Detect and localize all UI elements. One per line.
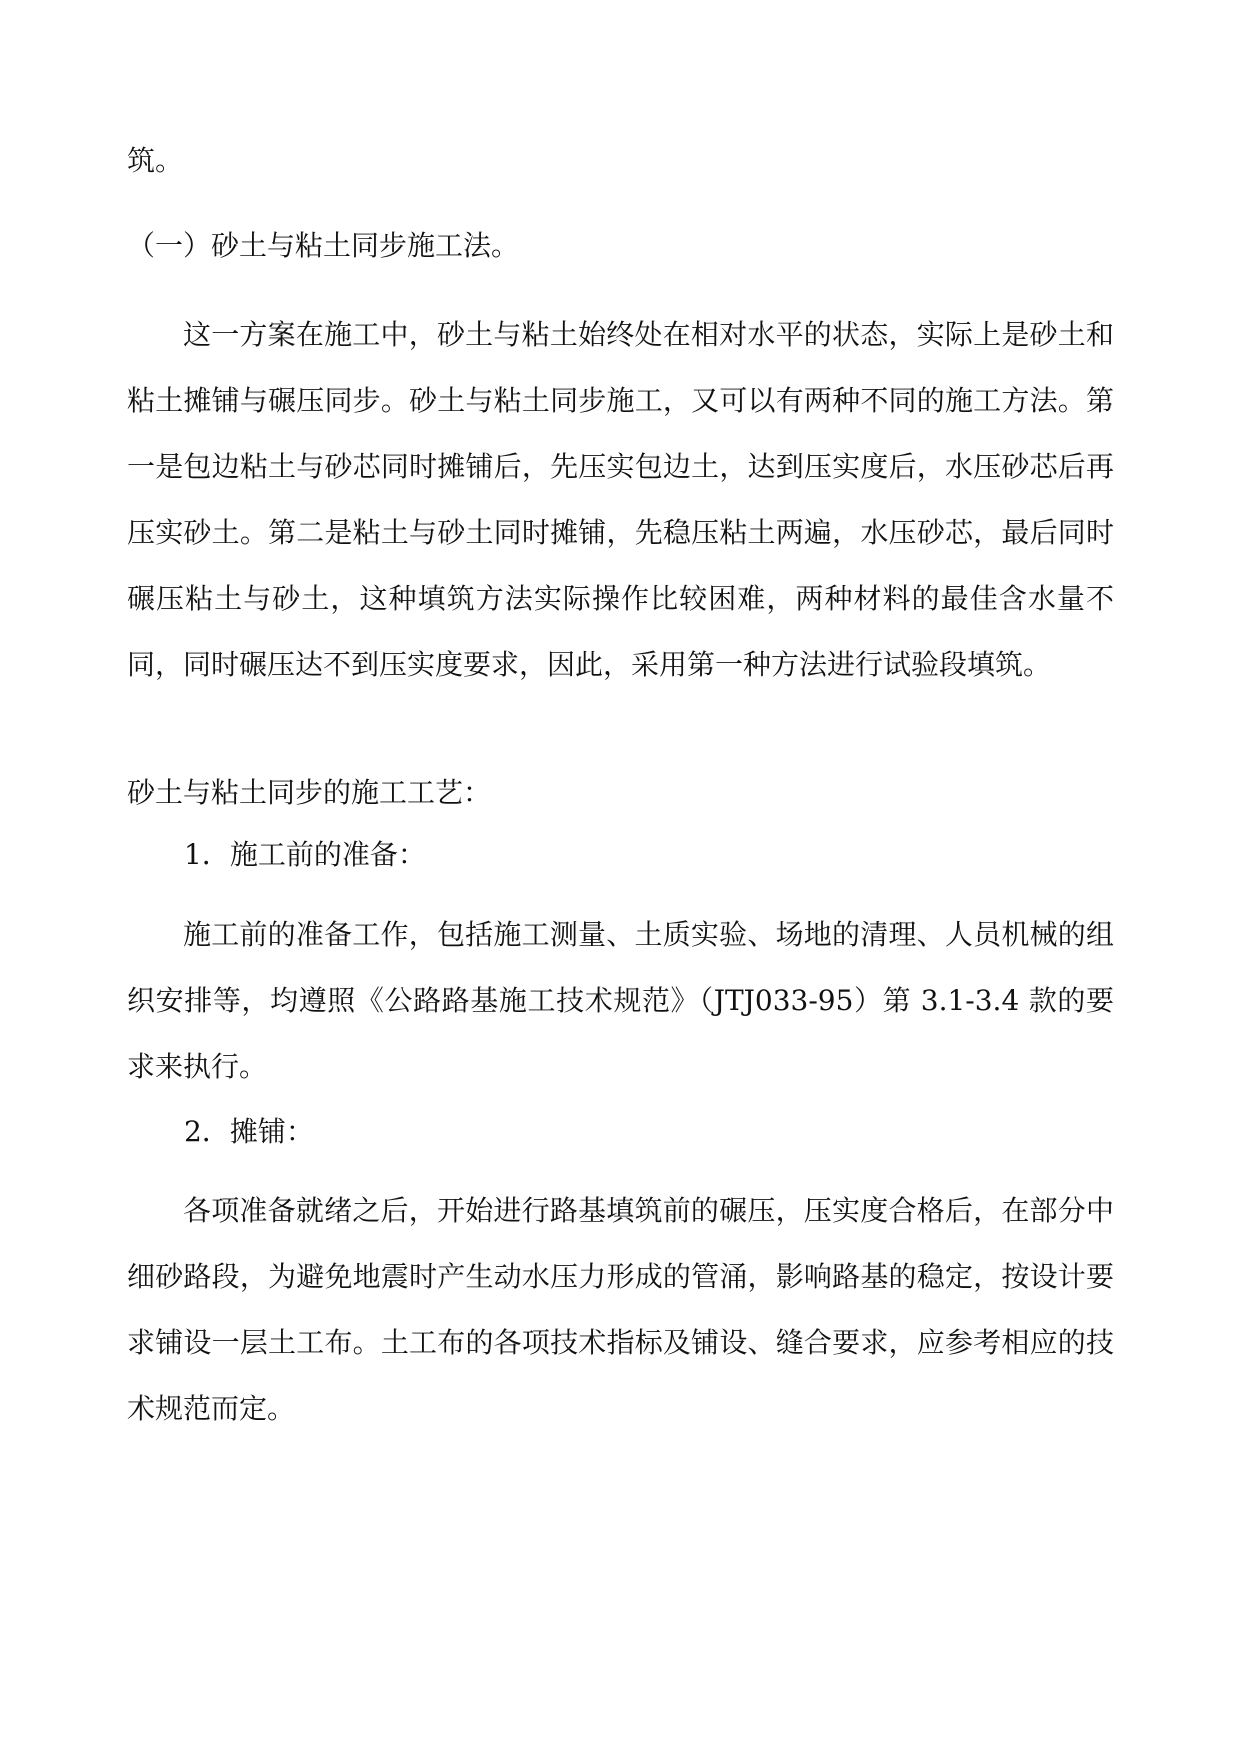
step-1-paragraph: 施工前的准备工作，包括施工测量、土质实验、场地的清理、人员机械的组织安排等，均遵照《公路路基施工技术规范》（JTJ033-95）第 3.1-3.4 款的要求来执行。 [127, 918, 1114, 1083]
step-2-paragraph: 各项准备就绪之后，开始进行路基填筑前的碾压，压实度合格后，在部分中细砂路段，为避免地震时产生动水压力形成的管涌，影响路基的稳定，按设计要求铺设一层土工布。土工布的各项技术指标及铺设、缝合要求，应参考相应的技术规范而定。 [127, 1194, 1114, 1425]
step-2-heading: 2．摊铺： [184, 1115, 314, 1148]
step-1-heading: 1．施工前的准备： [184, 838, 426, 871]
section-heading-sync-method: （一）砂土与粘土同步施工法。 [127, 229, 520, 262]
continued-text-line: 筑。 [127, 144, 184, 177]
process-heading: 砂土与粘土同步的施工工艺： [127, 776, 492, 809]
paragraph-sync-method: 这一方案在施工中，砂土与粘土始终处在相对水平的状态，实际上是砂土和粘土摊铺与碾压同步。砂土与粘土同步施工，又可以有两种不同的施工方法。第一是包边粘土与砂芯同时摊铺后，先压实包边土，达到压实度后，水压砂芯后再压实砂土。第二是粘土与砂土同时摊铺，先稳压粘土两遍，水压砂芯，最后同时碾压粘土与砂土，这种填筑方法实际操作比较困难，两种材料的最佳含水量不同，同时碾压达不到压实度要求，因此，采用第一种方法进行试验段填筑。 [127, 318, 1114, 681]
